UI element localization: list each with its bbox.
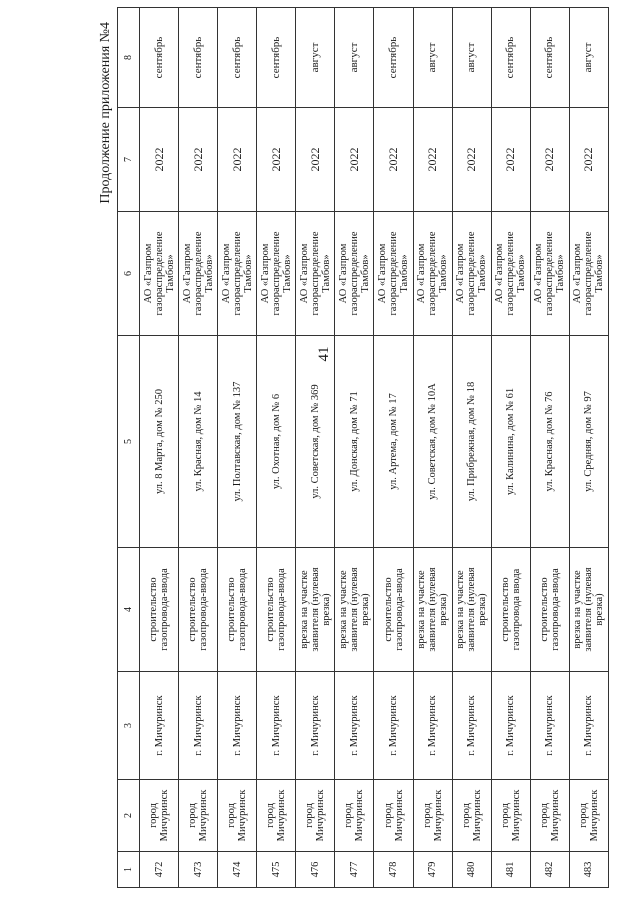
settlement-cell: г. Мичуринск [296,672,335,780]
year-cell: 2022 [374,108,413,212]
organization-cell: АО «Газпром газораспределение Тамбов» [179,212,218,336]
district-cell: город Мичуринск [374,780,413,852]
district-cell: город Мичуринск [296,780,335,852]
organization-cell: АО «Газпром газораспределение Тамбов» [218,212,257,336]
row-number-cell: 479 [413,852,452,888]
year-cell: 2022 [140,108,179,212]
address-cell: ул. Полтавская, дом № 137 [218,336,257,548]
month-cell: сентябрь [140,8,179,108]
settlement-cell: г. Мичуринск [179,672,218,780]
table-body [140,8,609,888]
work-type-cell: врезка на участке заявителя (нулевая врезка) [296,548,335,672]
year-cell: 2022 [218,108,257,212]
district-cell: город Мичуринск [218,780,257,852]
district-cell: город Мичуринск [569,780,608,852]
column-number: 1 [118,852,140,888]
table-row [140,8,179,888]
table-row [530,8,569,888]
month-cell: август [335,8,374,108]
month-cell: сентябрь [491,8,530,108]
year-cell: 2022 [296,108,335,212]
table-row [335,8,374,888]
month-cell: сентябрь [179,8,218,108]
table-row [452,8,491,888]
column-number-row [118,8,140,888]
work-type-cell: врезка на участке заявителя (нулевая врезка) [569,548,608,672]
settlement-cell: г. Мичуринск [530,672,569,780]
work-type-cell: врезка на участке заявителя (нулевая врезка) [335,548,374,672]
column-number: 8 [118,8,140,108]
table-row [218,8,257,888]
month-cell: сентябрь [530,8,569,108]
address-cell: ул. Красная, дом № 14 [179,336,218,548]
address-cell: ул. Артема, дом № 17 [374,336,413,548]
work-type-cell: строительство газопровода-ввода [530,548,569,672]
settlement-cell: г. Мичуринск [452,672,491,780]
table-row [179,8,218,888]
address-cell: ул. Средняя, дом № 97 [569,336,608,548]
appendix-heading: Продолжение приложения №4 [98,22,113,204]
organization-cell: АО «Газпром газораспределение Тамбов» [296,212,335,336]
organization-cell: АО «Газпром газораспределение Тамбов» [491,212,530,336]
year-cell: 2022 [530,108,569,212]
rotated-page-content [95,8,615,888]
work-type-cell: строительство газопровода ввода [491,548,530,672]
column-number: 6 [118,212,140,336]
district-cell: город Мичуринск [179,780,218,852]
organization-cell: АО «Газпром газораспределение Тамбов» [530,212,569,336]
organization-cell: АО «Газпром газораспределение Тамбов» [452,212,491,336]
address-cell: ул. Советская, дом № 10А [413,336,452,548]
work-type-cell: строительство газопровода-ввода [374,548,413,672]
organization-cell: АО «Газпром газораспределение Тамбов» [140,212,179,336]
row-number-cell: 476 [296,852,335,888]
page-number: 41 [316,346,332,362]
column-number: 4 [118,548,140,672]
table-row [569,8,608,888]
row-number-cell: 473 [179,852,218,888]
work-type-cell: строительство газопровода-ввода [218,548,257,672]
row-number-cell: 480 [452,852,491,888]
row-number-cell: 472 [140,852,179,888]
work-type-cell: строительство газопровода-ввода [257,548,296,672]
address-cell: ул. Калинина, дом № 61 [491,336,530,548]
row-number-cell: 482 [530,852,569,888]
settlement-cell: г. Мичуринск [413,672,452,780]
address-cell: ул. Советская, дом № 369 [296,336,335,548]
year-cell: 2022 [179,108,218,212]
column-number: 3 [118,672,140,780]
row-number-cell: 478 [374,852,413,888]
district-cell: город Мичуринск [257,780,296,852]
table-row [374,8,413,888]
row-number-cell: 474 [218,852,257,888]
year-cell: 2022 [491,108,530,212]
settlement-cell: г. Мичуринск [257,672,296,780]
district-cell: город Мичуринск [491,780,530,852]
month-cell: сентябрь [218,8,257,108]
settlement-cell: г. Мичуринск [491,672,530,780]
district-cell: город Мичуринск [530,780,569,852]
settlement-cell: г. Мичуринск [140,672,179,780]
table-row [491,8,530,888]
month-cell: август [296,8,335,108]
row-number-cell: 483 [569,852,608,888]
column-number: 2 [118,780,140,852]
month-cell: август [452,8,491,108]
year-cell: 2022 [452,108,491,212]
month-cell: сентябрь [257,8,296,108]
month-cell: сентябрь [374,8,413,108]
settlement-cell: г. Мичуринск [374,672,413,780]
work-type-cell: врезка на участке заявителя (нулевая врезка) [413,548,452,672]
year-cell: 2022 [569,108,608,212]
district-cell: город Мичуринск [452,780,491,852]
work-type-cell: строительство газопровода-ввода [140,548,179,672]
work-type-cell: врезка на участке заявителя (нулевая врезка) [452,548,491,672]
row-number-cell: 477 [335,852,374,888]
year-cell: 2022 [257,108,296,212]
row-number-cell: 481 [491,852,530,888]
settlement-cell: г. Мичуринск [335,672,374,780]
organization-cell: АО «Газпром газораспределение Тамбов» [374,212,413,336]
address-cell: ул. Охотная, дом № 6 [257,336,296,548]
district-cell: город Мичуринск [335,780,374,852]
year-cell: 2022 [335,108,374,212]
address-cell: ул. Прибрежная, дом № 18 [452,336,491,548]
address-cell: ул. Красная, дом № 76 [530,336,569,548]
table-row [257,8,296,888]
address-cell: ул. Донская, дом № 71 [335,336,374,548]
row-number-cell: 475 [257,852,296,888]
organization-cell: АО «Газпром газораспределение Тамбов» [335,212,374,336]
column-number: 7 [118,108,140,212]
table-row [296,8,335,888]
column-number: 5 [118,336,140,548]
settlement-cell: г. Мичуринск [569,672,608,780]
district-cell: город Мичуринск [413,780,452,852]
organization-cell: АО «Газпром газораспределение Тамбов» [257,212,296,336]
district-cell: город Мичуринск [140,780,179,852]
address-cell: ул. 8 Марта, дом № 250 [140,336,179,548]
month-cell: август [413,8,452,108]
settlement-cell: г. Мичуринск [218,672,257,780]
organization-cell: АО «Газпром газораспределение Тамбов» [569,212,608,336]
works-table [117,7,609,888]
table-row [413,8,452,888]
organization-cell: АО «Газпром газораспределение Тамбов» [413,212,452,336]
work-type-cell: строительство газопровода-ввода [179,548,218,672]
year-cell: 2022 [413,108,452,212]
month-cell: август [569,8,608,108]
